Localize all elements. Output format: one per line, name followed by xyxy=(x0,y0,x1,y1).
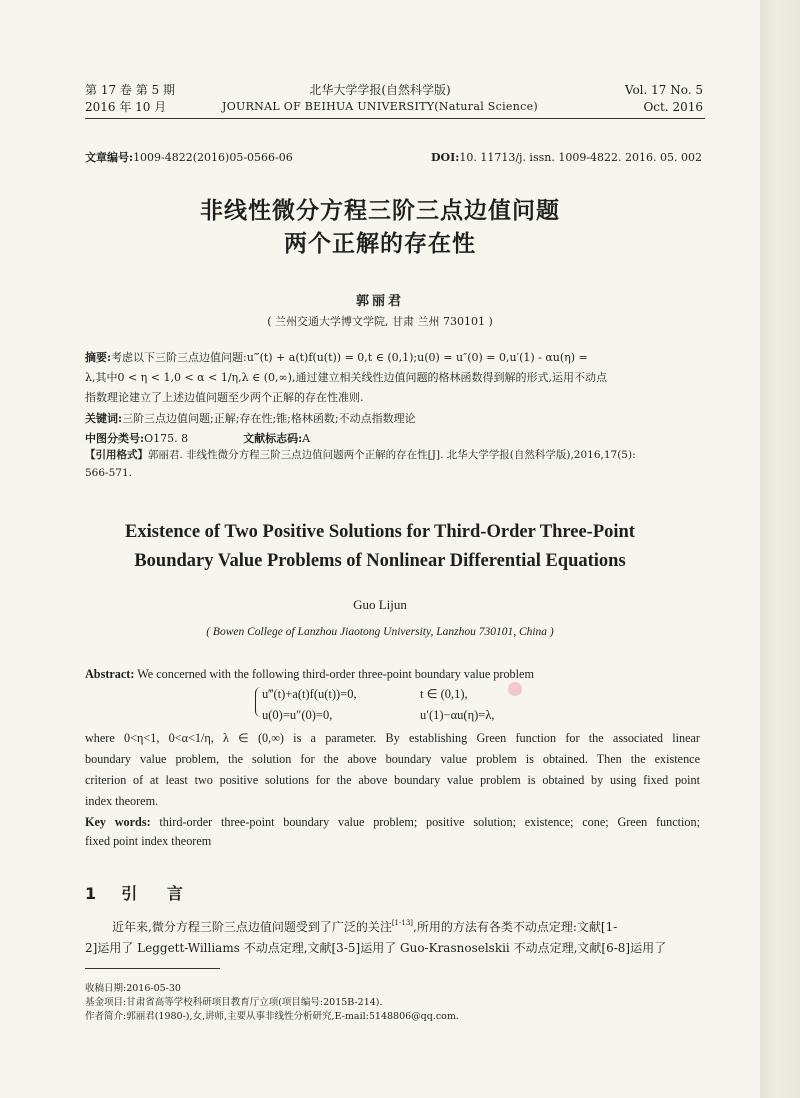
abstract-en-line2: boundary value problem, the solution for the above boundary value problem is obtained. Then the existence xyxy=(85,752,700,766)
header-rule xyxy=(85,118,705,119)
abstract-cn-label: 摘要: xyxy=(85,351,112,364)
footnote-fund: 基金项目:甘肃省高等学校科研项目教育厅立项(项目编号:2015B-214). xyxy=(85,997,383,1008)
affiliation-cn: ( 兰州交通大学博文学院, 甘肃 兰州 730101 ) xyxy=(267,315,493,328)
doi-value: 10. 11713/j. issn. 1009-4822. 2016. 05. 002 xyxy=(459,151,702,164)
footnote-author: 作者简介:郭丽君(1980-),女,讲师,主要从事非线性分析研究,E-mail:5148806@qq.com. xyxy=(85,1011,459,1022)
citation-ref: [1-13] xyxy=(391,919,414,927)
section-title: 引 言 xyxy=(121,884,195,903)
clc-value: O175. 8 xyxy=(144,432,189,445)
footnote-rule xyxy=(85,968,220,969)
abstract-cn-line3: 指数理论建立了上述边值问题至少两个正解的存在性准则. xyxy=(85,391,364,404)
citation-label: 【引用格式】 xyxy=(85,449,148,461)
equation-line1-left: u‴(t)+a(t)f(u(t))=0, xyxy=(262,687,357,701)
doi xyxy=(431,151,702,165)
keywords-cn-text: 三阶三点边值问题;正解;存在性;锥;格林函数;不动点指数理论 xyxy=(122,412,416,425)
section-body-line1-b: ,所用的方法有各类不动点定理:文献[1- xyxy=(413,920,618,934)
equation-line1-right: t ∈ (0,1), xyxy=(420,687,468,701)
affiliation-en: ( Bowen College of Lanzhou Jiaotong University, Lanzhou 730101, China ) xyxy=(206,626,554,638)
article-number xyxy=(85,151,293,165)
title-cn-line1: 非线性微分方程三阶三点边值问题 xyxy=(200,198,560,224)
keywords-cn-label: 关键词: xyxy=(85,412,123,425)
title-en-line1: Existence of Two Positive Solutions for Third-Order Three-Point xyxy=(125,522,635,542)
header-volume-en: Vol. 17 No. 5 xyxy=(624,83,703,97)
equation-brace xyxy=(255,687,262,717)
abstract-en-line3: criterion of at least two positive solutions for the above boundary value problem is obtained by using fixed point xyxy=(85,773,700,787)
abstract-en-line4: index theorem. xyxy=(85,794,159,808)
equation-line2-right: u′(1)−αu(η)=λ, xyxy=(420,708,495,722)
abstract-cn-line1 xyxy=(85,350,685,365)
section-heading xyxy=(85,881,195,904)
section-body-line1-a: 近年来,微分方程三阶三点边值问题受到了广泛的关注 xyxy=(112,920,392,934)
header-volume-cn: 第 17 卷 第 5 期 xyxy=(85,83,175,97)
abstract-cn-text1: 考虑以下三阶三点边值问题:u‴(t) + a(t)f(u(t)) = 0,t ∈ (0,1);u(0) = u″(0) = 0,u′(1) - αu(η) = xyxy=(111,351,588,364)
header-journal-en: JOURNAL OF BEIHUA UNIVERSITY(Natural Science) xyxy=(222,100,538,113)
author-cn: 郭丽君 xyxy=(355,294,404,309)
footnote-received: 收稿日期:2016-05-30 xyxy=(85,983,181,994)
keywords-en-line1 xyxy=(85,815,700,830)
header-date-cn: 2016 年 10 月 xyxy=(85,100,167,114)
abstract-en-intro xyxy=(85,667,700,682)
keywords-en-line2: fixed point index theorem xyxy=(85,834,212,848)
keywords-en-label: Key words: xyxy=(85,815,151,829)
doi-label: DOI: xyxy=(431,151,460,164)
section-body-line1 xyxy=(112,920,700,935)
article-number-value: 1009-4822(2016)05-0566-06 xyxy=(133,151,293,164)
section-number: 1 xyxy=(85,884,97,903)
author-en: Guo Lijun xyxy=(353,597,407,612)
page-spine-shadow xyxy=(760,0,800,1098)
abstract-cn-line2: λ,其中0 < η < 1,0 < α < 1/η,λ ∈ (0,∞),通过建立相关线性边值问题的格林函数得到解的形式,运用不动点 xyxy=(85,371,607,384)
abstract-en-label: Abstract: xyxy=(85,667,135,681)
keywords-en-text1: third-order three-point boundary value problem; positive solution; existence; cone; Green function; xyxy=(159,815,700,829)
header-date-en: Oct. 2016 xyxy=(643,100,703,114)
section-body-line2: 2]运用了 Leggett-Williams 不动点定理,文献[3-5]运用了 Guo-Krasnoselskii 不动点定理,文献[6-8]运用了 xyxy=(85,941,667,955)
header-journal-cn: 北华大学学报(自然科学版) xyxy=(309,83,451,97)
classification xyxy=(85,431,685,446)
red-stain-mark xyxy=(508,682,522,696)
clc-label: 中图分类号: xyxy=(85,432,145,445)
article-number-label: 文章编号: xyxy=(85,151,134,164)
title-cn-line2: 两个正解的存在性 xyxy=(284,231,476,257)
keywords-cn xyxy=(85,411,685,426)
citation-text1: 郭丽君. 非线性微分方程三阶三点边值问题两个正解的存在性[J]. 北华大学学报(自然科学版),2016,17(5): xyxy=(148,449,636,461)
doc-code-label: 文献标志码: xyxy=(243,432,303,445)
title-en-line2: Boundary Value Problems of Nonlinear Differential Equations xyxy=(134,551,626,571)
citation-line1 xyxy=(85,448,685,463)
abstract-en-line1: where 0<η<1, 0<α<1/η, λ ∈ (0,∞) is a parameter. By establishing Green function for the associated linear xyxy=(85,731,700,745)
doc-code-value: A xyxy=(302,432,311,445)
equation-line2-left: u(0)=u″(0)=0, xyxy=(262,708,333,722)
citation-line2: 566-571. xyxy=(85,467,132,479)
abstract-en-intro-text: We concerned with the following third-order three-point boundary value problem xyxy=(137,667,534,681)
